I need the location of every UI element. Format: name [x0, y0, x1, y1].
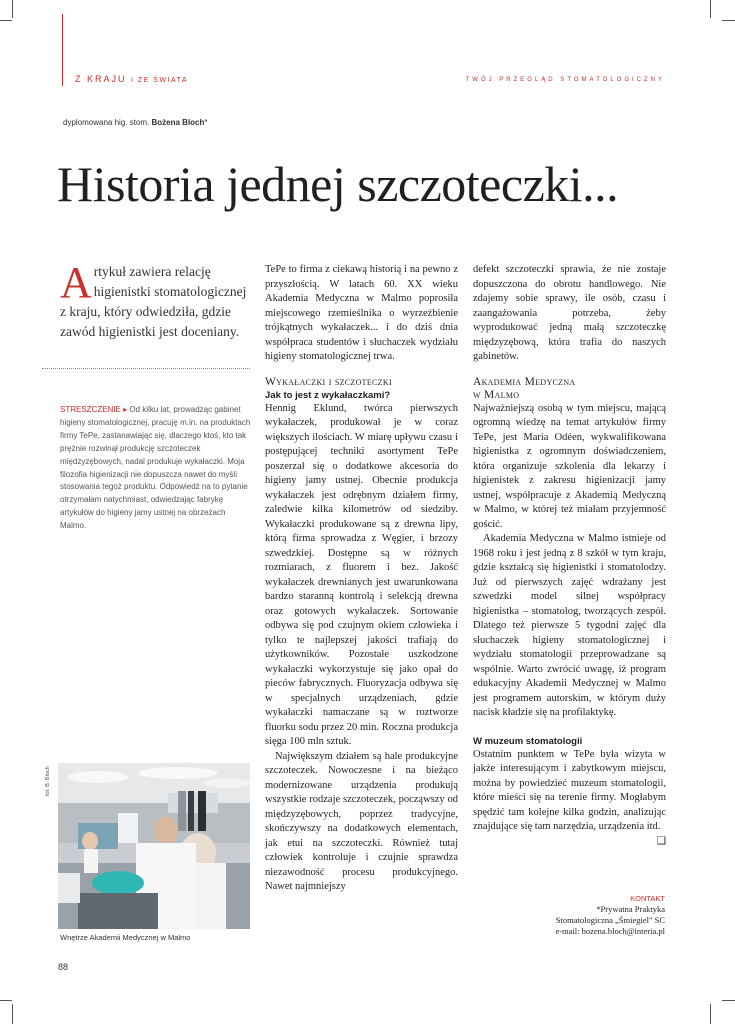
- crop-mark: [12, 1004, 13, 1024]
- lead-text: rtykuł zawiera relację higienistki stomatologicznej z kraju, który odwiedziła, gdzie zawód higienistki jest doceniany.: [60, 264, 247, 339]
- page-number: 88: [58, 962, 69, 972]
- paragraph: defekt szczoteczki sprawia, że nie zostaje dopuszczona do obrotu handlowego. Nie zdajemy sobie sprawy, ile osób, czasu i zaangażowania potrzeba, żeby wyprodukować jedną małą szczoteczkę międzyzębową, która trafia do naszych gabinetów.: [473, 264, 666, 362]
- crop-mark: [0, 1000, 12, 1001]
- dotted-divider: [42, 368, 250, 369]
- contact-line: *Prywatna Praktyka: [596, 904, 665, 914]
- author-name: Bożena Bloch: [151, 118, 205, 127]
- crop-mark: [710, 1004, 711, 1024]
- author-mark: *: [204, 118, 208, 127]
- section-heading: [473, 376, 666, 402]
- author-prefix: dyplomowana hig. stom.: [63, 118, 150, 127]
- crop-mark: [710, 0, 711, 18]
- crop-mark: [722, 1000, 735, 1001]
- contact-email: e-mail: bozena.bloch@interia.pl: [555, 926, 665, 936]
- heading-line: w Malmo: [473, 388, 520, 401]
- section-header: [75, 74, 188, 84]
- summary-label: STRESZCZENIE: [60, 405, 121, 414]
- paragraph: Największym działem są hale produkcyjne szczoteczek. Nowoczesne i na bieżąco modernizowane urządzenia produkują wszystkie rodzaje szczoteczek, począwszy od międzyzębowych, poprzez tradycyjne, skończywszy na dodatkowych elementach, jak etui na szczoteczki. Również tutaj człowiek kontroluje i czujnie sprawdza niezawodność procesu produkcyjnego. Nawet najmniejszy: [265, 750, 458, 892]
- summary-text: Od kilku lat, prowadząc gabinet higieny stomatologicznej, pracuję m.in. na produktach firmy TePe, zastanawiając się, dlaczego ktoś, kto tak prężnie rozwinął produkcję szczoteczek międzyzębowych, nadal produkuje wykałaczki. Moja filozofia higienizacji nie dopuszcza nawet do myśli stosowania tegoż produktu. Odpowiedź na to pytanie otrzymałam natychmiast, odwiedzając fabrykę artykułów do higieny jamy ustnej na obrzeżach Malmo.: [60, 405, 251, 531]
- paragraph: TePe to firma z ciekawą historią i na pewno z przyszłością. W latach 60. XX wieku Akademia Medyczna w Malmo poprosiła miejscowego rzemieślnika o wyrzeźbienie trójkątnych wykałaczek... i do dziś dnia współpraca studentów i słuchaczek wydziału higieny stomatologicznej trwa.: [265, 264, 458, 362]
- summary-box: [60, 404, 252, 533]
- crop-mark: [722, 20, 735, 21]
- photo-caption: Wnętrze Akademii Medycznej w Malmo: [60, 933, 191, 942]
- header-rule: [62, 14, 63, 86]
- section-heading: Wykałaczki i szczoteczki: [265, 375, 392, 388]
- contact-line: Stomatologiczna „Śmiegiel" SC: [555, 915, 665, 925]
- author-line: [63, 118, 208, 127]
- contact-box: [555, 893, 665, 937]
- article-title: Historia jednej szczoteczki...: [57, 156, 619, 212]
- subheading: W muzeum stomatologii: [473, 735, 583, 747]
- arrow-icon: ▸: [123, 405, 128, 414]
- paragraph: [473, 748, 666, 847]
- article-photo: [58, 763, 250, 929]
- contact-label: KONTAKT: [630, 894, 665, 903]
- magazine-name: TWÓJ PRZEGLĄD STOMATOLOGICZNY: [465, 77, 665, 83]
- drop-cap: A: [60, 258, 92, 307]
- subheading: Jak to jest z wykałaczkami?: [265, 389, 391, 401]
- paragraph-text: Ostatnim punktem w TePe była wizyta w jakże interesującym i zabytkowym miejscu, można by powiedzieć muzeum stomatologii, które mieści się na terenie firmy. Mogłabym spędzić tam kolejne kilka godzin, analizując znajdujące się tam narzędzia, urządzenia itd.: [473, 748, 666, 832]
- paragraph: Akademia Medyczna w Malmo istnieje od 1968 roku i jest jedną z 8 szkół w tym kraju, gdzie kształcą się higienistki i stomatolodzy. Już od pierwszych zajęć wdrażany jest szwedzki model silnej współpracy higienistka – stomatolog, tworzących zespół. Dlatego też pierwsze 5 tygodni zajęć dla słuchaczek higieny stomatologicznej i wydziału stomatologii przeprowadzane są wspólnie. Warto zwrócić uwagę, iż program edukacyjny Akademii Medycznej w Malmo jest programem autorskim, w którym duży nacisk kładzie się na profilaktykę.: [473, 533, 666, 718]
- paragraph: Hennig Eklund, twórca pierwszych wykałaczek, produkował je w coraz większych ilościach. W miarę upływu czasu i postępującej techniki asortyment TePe poszerzał się o dodatkowe akcesoria do higieny jamy ustnej. Obecnie produkcja wykałaczek jest odrębnym działem firmy, zaledwie kilka kilometrów od siedziby. Wykałaczki produkowane są z drewna lipy, którą firma sprowadza z Węgier, i brzozy szwedzkiej. Dostępne są w różnych rozmiarach, z fluorem i bez. Jakość wykałaczek drewnianych jest uwarunkowana bardzo staranną kontrolą i selekcją drewna oraz gotowych wykałaczek. Sortowanie odbywa się pod czujnym okiem człowieka i tylko te najlepszej jakości trafiają do użytkowników. Pozostałe uszkodzone wykałaczki wykorzystuje się jako opał do pieców fabrycznych. Fluoryzacja odbywa się w specjalnych urządzeniach, gdzie wykałaczki namaczane są w roztworze fluorku sodu przez 20 min. Roczna produkcja sięga 100 mln sztuk.: [265, 402, 458, 747]
- section-label: Z KRAJU: [75, 74, 127, 84]
- photo-credit: fot. B. Bloch: [45, 766, 51, 796]
- crop-mark: [12, 0, 13, 18]
- article-column-2: [473, 263, 666, 849]
- article-column-1: [265, 263, 458, 895]
- end-mark-icon: ❑: [656, 835, 666, 847]
- crop-mark: [0, 20, 12, 21]
- paragraph: Najważniejszą osobą w tym miejscu, mającą ogromną wiedzę na temat artykułów firmy TePe, jest Maria Odéen, wykwalifikowana higienistka z ogromnym doświadczeniem, która organizuje szkolenia dla lekarzy i higienistek z zakresu higienizacji jamy ustnej, współpracuje z Akademią Medyczną w Malmo, w której też miałam przyjemność gościć.: [473, 402, 666, 530]
- photo-illustration: [58, 763, 250, 929]
- lead-paragraph: [60, 258, 250, 342]
- section-suffix: I ZE ŚWIATA: [131, 77, 189, 84]
- heading-line: Akademia Medyczna: [473, 375, 576, 388]
